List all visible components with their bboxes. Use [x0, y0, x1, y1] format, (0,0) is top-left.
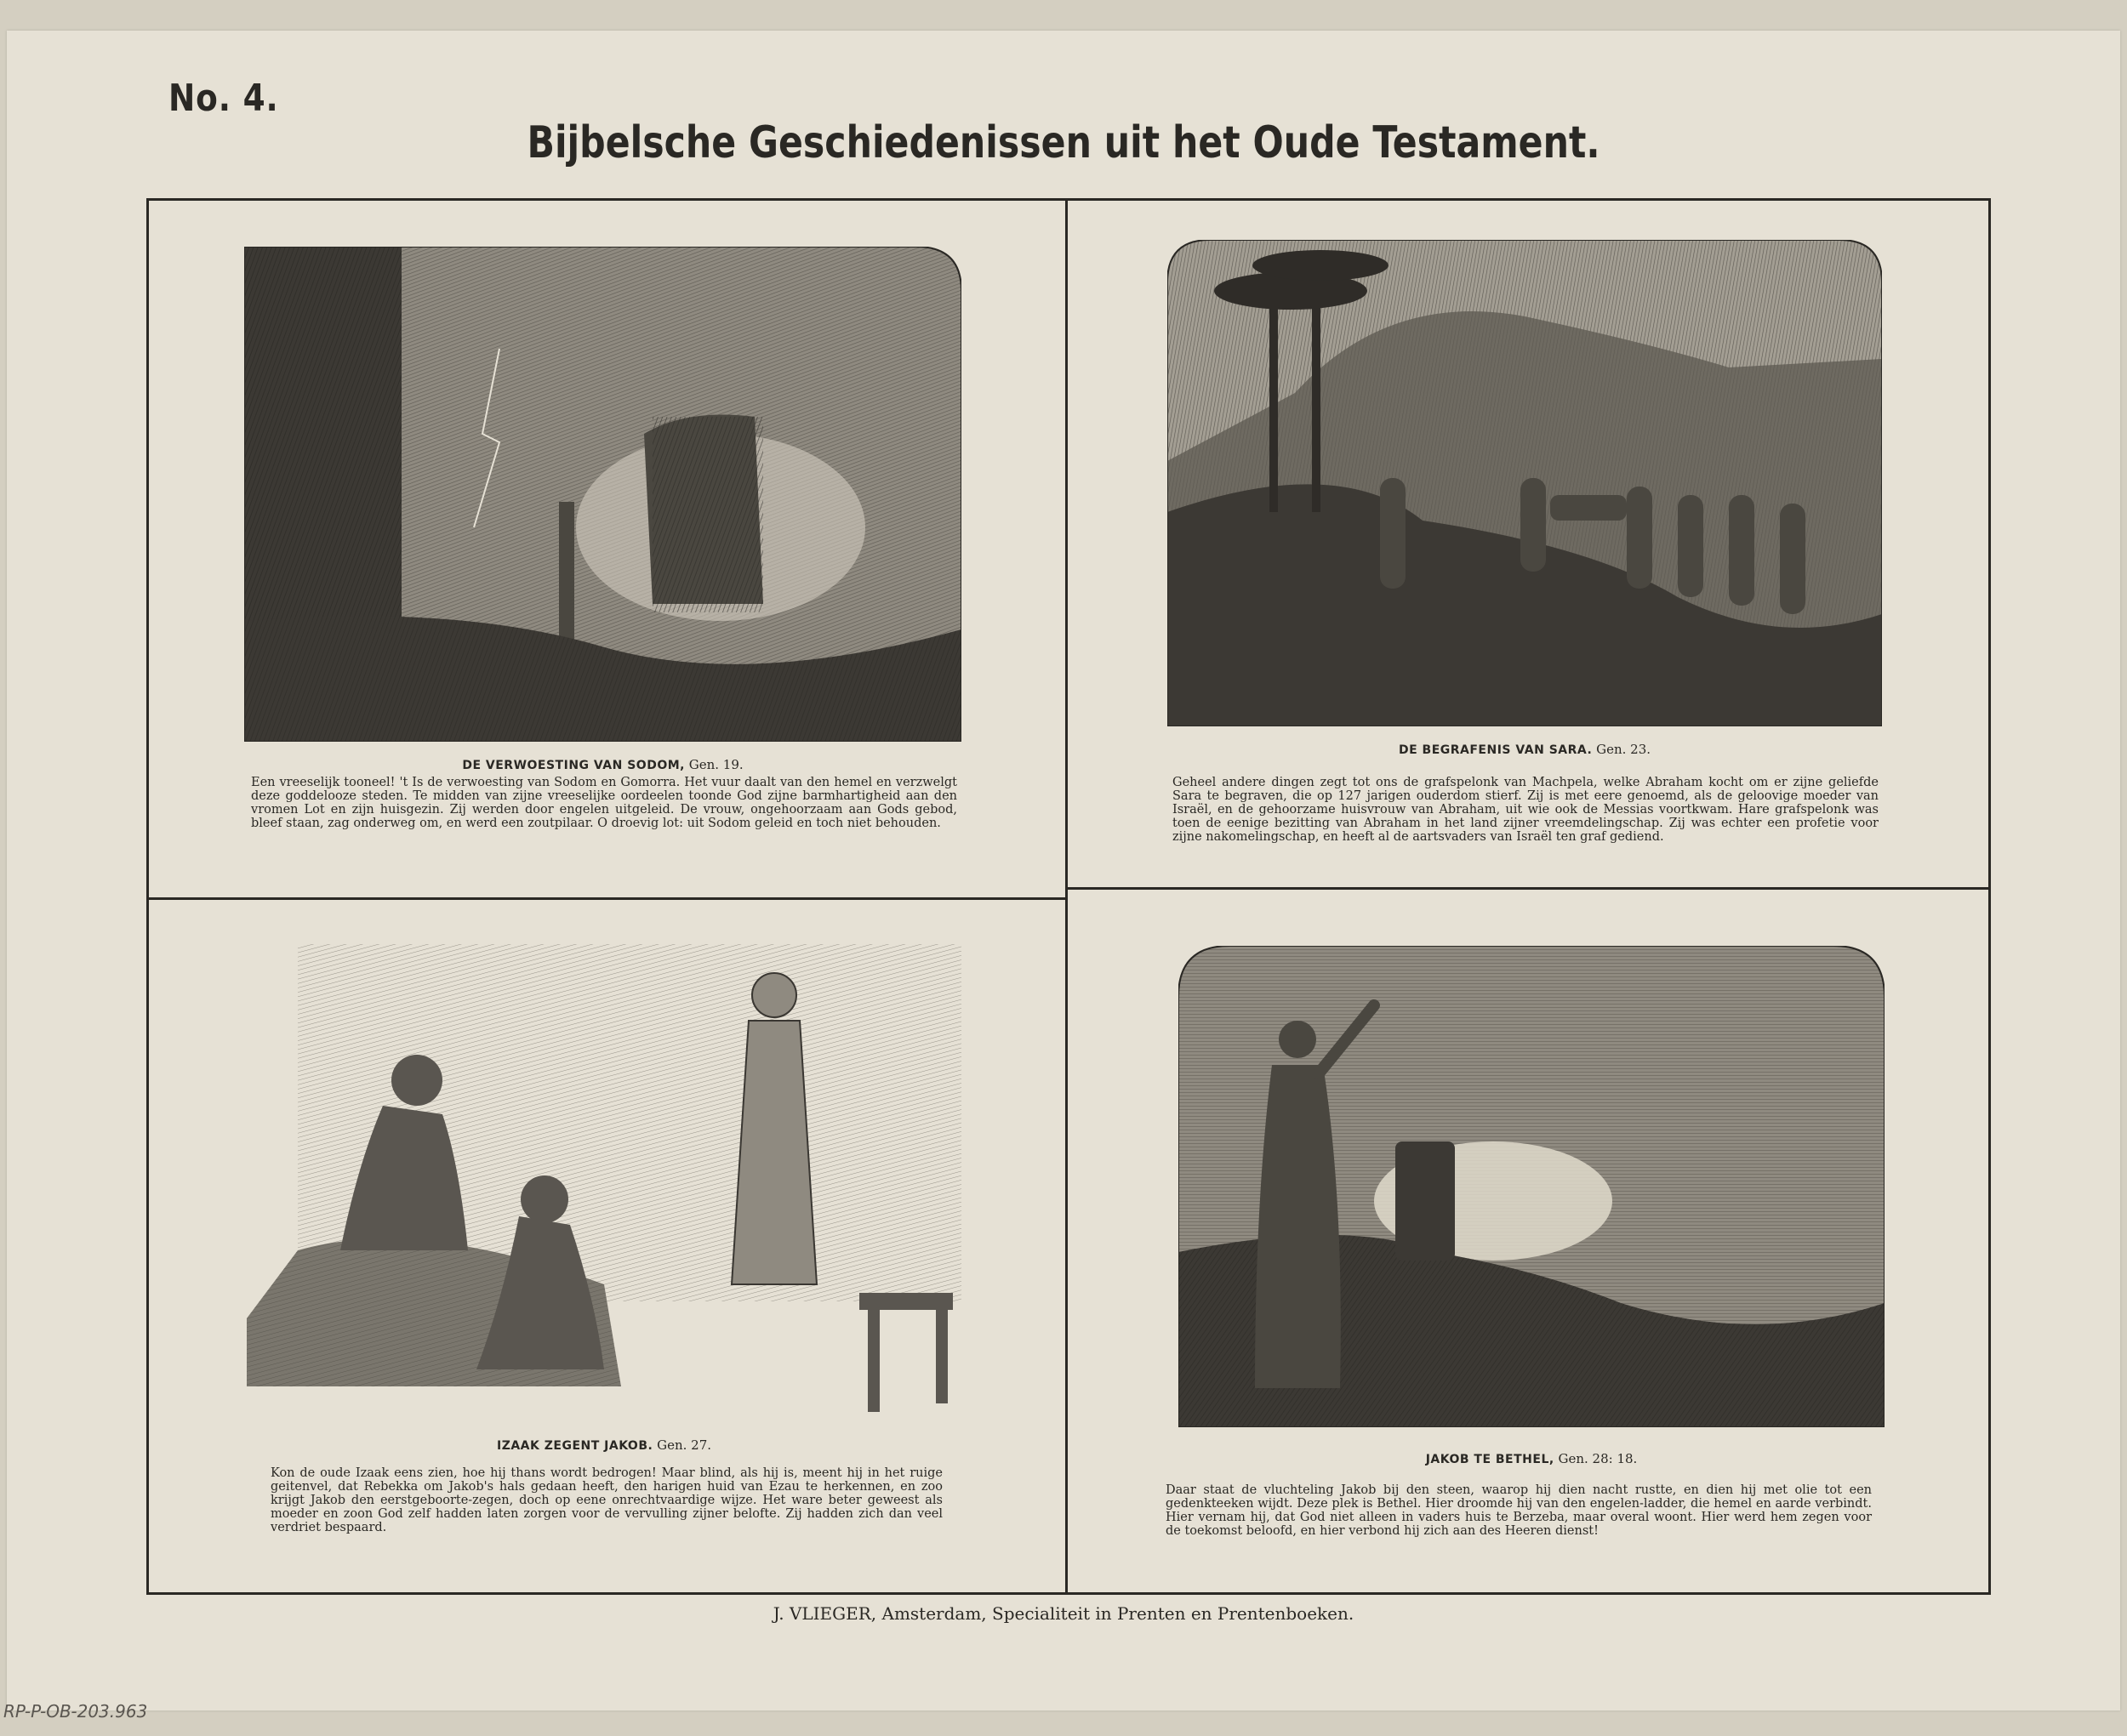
sheet-title: Bijbelsche Geschiedenissen uit het Oude Testament. — [527, 117, 1600, 168]
panel-4-heading: JAKOB TE BETHEL, — [1425, 1453, 1554, 1466]
engraving-stone-pillar — [1178, 946, 1885, 1427]
horizontal-divider-left — [146, 897, 1067, 900]
engraving-blessing-scene — [247, 944, 961, 1420]
inventory-mark: RP-P-OB-203.963 — [3, 1701, 148, 1722]
panel-1-title — [244, 757, 961, 772]
panel-1-text: Een vreeselijk tooneel! 't Is de verwoesting van Sodom en Gomorra. Het vuur daalt van den hemel en verzwelgt deze goddelooze steden. Te midden van zijne vreeselijke oordeelen toonde God zijne barmhartigheid aan den vromen Lot en zijn huisgezin. Zij werden door engelen uitgeleid. De vrouw, ongehoorzaam aan Gods gebod, bleef staan, zag onderweg om, en werd een zoutpilaar. O droevig lot: uit Sodom geleid en toch niet behouden. — [251, 776, 957, 830]
panel-3-title — [247, 1437, 961, 1453]
panel-2-reference: Gen. 23. — [1596, 742, 1651, 757]
panel-3-text: Kon de oude Izaak eens zien, hoe hij thans wordt bedrogen! Maar blind, als hij is, meent hij in het ruige geitenvel, dat Rebekka om Jakob's hals gedaan heeft, den harigen huid van Ezau te herkennen, en zoo krijgt Jakob den eerstgeboorte-zegen, doch op eene onrechtvaardige wijze. Het ware beter geweest als moeder en zoon God zelf hadden laten zorgen voor de vervulling zijner belofte. Zij hadden zich dan veel verdriet bespaard. — [271, 1466, 943, 1534]
engraving-ruined-city — [244, 247, 961, 742]
panel-4-reference: Gen. 28: 18. — [1558, 1451, 1638, 1466]
publisher-line: J. VLIEGER, Amsterdam, Specialiteit in Prenten en Prentenboeken. — [773, 1603, 1354, 1624]
panel-4-title — [1178, 1451, 1885, 1466]
panel-2-heading: DE BEGRAFENIS VAN SARA. — [1398, 743, 1593, 757]
vertical-divider — [1065, 198, 1068, 1595]
panel-3-heading: IZAAK ZEGENT JAKOB. — [496, 1439, 653, 1453]
panel-1-heading: DE VERWOESTING VAN SODOM, — [462, 759, 685, 772]
panel-4-text: Daar staat de vluchteling Jakob bij den steen, waarop hij dien nacht rustte, en dien hij met olie tot een gedenkteeken wijdt. Deze plek is Bethel. Hier droomde hij van den engelen-ladder, die hemel en aarde verbindt. Hier vernam hij, dat God niet alleen in vaders huis te Berzeba, maar overal woont. Hier werd hem zegen voor de toekomst beloofd, en hier verbond hij zich aan des Heeren dienst! — [1166, 1483, 1872, 1538]
panel-2-text: Geheel andere dingen zegt tot ons de grafspelonk van Machpela, welke Abraham kocht om er zijne geliefde Sara te begraven, die op 127 jarigen ouderdom stierf. Zij is met eere genoemd, als de geloovige moeder van Israël, en de gehoorzame huisvrouw van Abraham, uit wie ook de Messias voortkwam. Hare grafspelonk was toen de eenige bezitting van Abraham in het land zijner vreemdelingschap. Zij was echter een profetie voor zijne nakomelingschap, en heeft al de aartsvaders van Israël ten graf gediend. — [1172, 776, 1879, 844]
horizontal-divider-right — [1065, 887, 1991, 890]
panel-2-title — [1167, 742, 1882, 757]
panel-3-reference: Gen. 27. — [657, 1437, 712, 1453]
engraving-funeral-procession — [1167, 240, 1882, 726]
panel-1-reference: Gen. 19. — [688, 757, 744, 772]
sheet-number: No. 4. — [168, 77, 279, 120]
